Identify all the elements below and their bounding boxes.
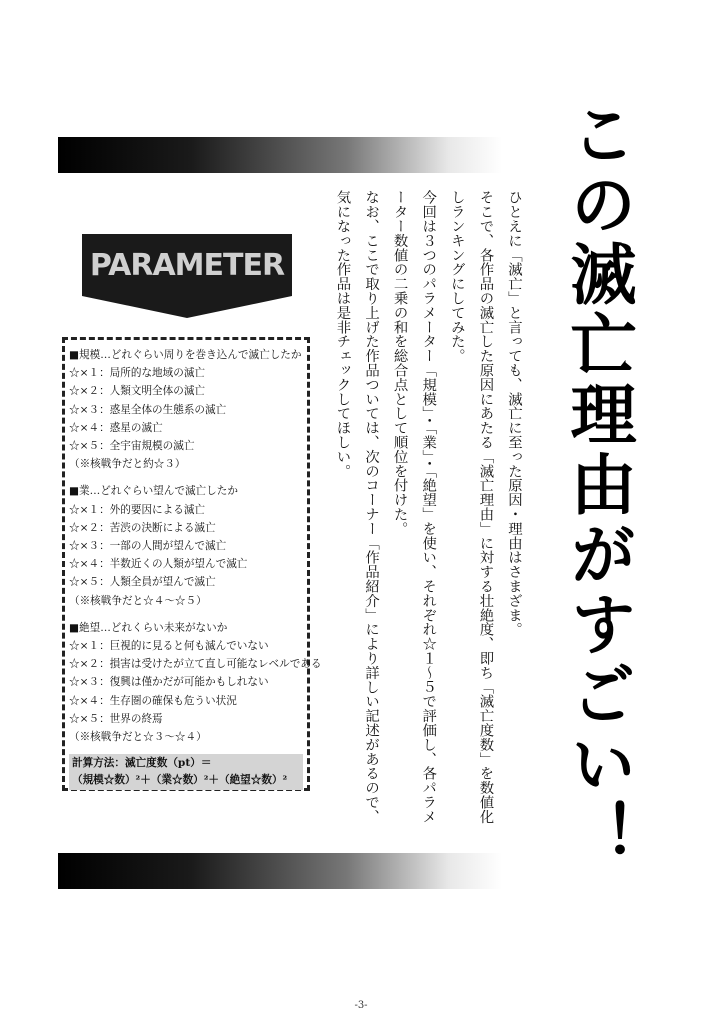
page-number: -3-: [354, 1000, 368, 1011]
param-heading-karma: ■業…どれぐらい望んで滅亡したか: [69, 485, 238, 498]
list-item: ☆×２：損害は受けたが立て直し可能なレベルである: [69, 658, 322, 671]
calc-formula-label: 計算方法：滅亡度数（pt）＝: [72, 757, 212, 770]
top-gradient-bar: [58, 137, 502, 173]
list-item: ☆×５：人類全員が望んで滅亡: [69, 576, 216, 589]
calculation-method: [69, 754, 303, 790]
parameter-banner-label: PARAMETER: [89, 248, 285, 283]
calc-formula: （規模☆数）²＋（業☆数）²＋（絶望☆数）²: [72, 774, 288, 787]
intro-paragraph: そこで、各作品の滅亡した原因にあたる「滅亡理由」に対する壮絶度、即ち「滅亡度数」を数値化しランキングにしてみた。: [448, 190, 494, 824]
page-title: この滅亡理由がすごい！: [559, 100, 636, 870]
param-note: （※核戦争だと☆３～☆４）: [69, 731, 207, 744]
list-item: ☆×４：半数近くの人類が望んで滅亡: [69, 558, 248, 571]
list-item: ☆×３：惑星全体の生態系の滅亡: [69, 403, 227, 416]
intro-paragraph: 今回は３つのパラメーター「規模」・「業」・「絶望」を使い、それぞれ☆１～５で評価し、各パラメーター数値の二乗の和を総合点として順位を付けた。: [391, 190, 437, 824]
bottom-gradient-bar: [58, 853, 502, 889]
list-item: ☆×２：苦渋の決断による滅亡: [69, 521, 216, 534]
list-item: ☆×１：外的要因による滅亡: [69, 503, 206, 516]
list-item: ☆×１：局所的な地域の滅亡: [69, 367, 206, 380]
list-item: ☆×１：巨視的に見ると何も滅んでいない: [69, 640, 269, 653]
param-heading-scale: ■規模…どれぐらい周りを巻き込んで滅亡したか: [69, 349, 302, 361]
parameter-list: [62, 337, 322, 791]
list-item: ☆×４：生存圏の確保も危うい状況: [69, 694, 237, 707]
intro-paragraph: なお、ここで取り上げた作品ついては、次のコーナー「作品紹介」により詳しい記述があるので、気になった作品は是非チェックしてほしい。: [334, 190, 380, 824]
list-item: ☆×２：人類文明全体の滅亡: [69, 385, 206, 398]
list-item: ☆×４：惑星の滅亡: [69, 421, 163, 434]
param-heading-despair: ■絶望…どれくらい未来がないか: [69, 621, 228, 634]
list-item: ☆×３：復興は僅かだが可能かもしれない: [69, 676, 269, 689]
list-item: ☆×５：世界の終焉: [69, 712, 163, 725]
list-item: ☆×３：一部の人間が望んで滅亡: [69, 540, 227, 553]
parameter-banner: [82, 234, 292, 320]
intro-text: [328, 190, 528, 830]
param-note: （※核戦争だと約☆３）: [69, 458, 186, 471]
param-note: （※核戦争だと☆４～☆５）: [69, 594, 207, 607]
intro-paragraph: ひとえに「滅亡」と言っても、滅亡に至った原因・理由はさまざま。: [506, 190, 522, 637]
list-item: ☆×５：全宇宙規模の滅亡: [69, 440, 195, 453]
